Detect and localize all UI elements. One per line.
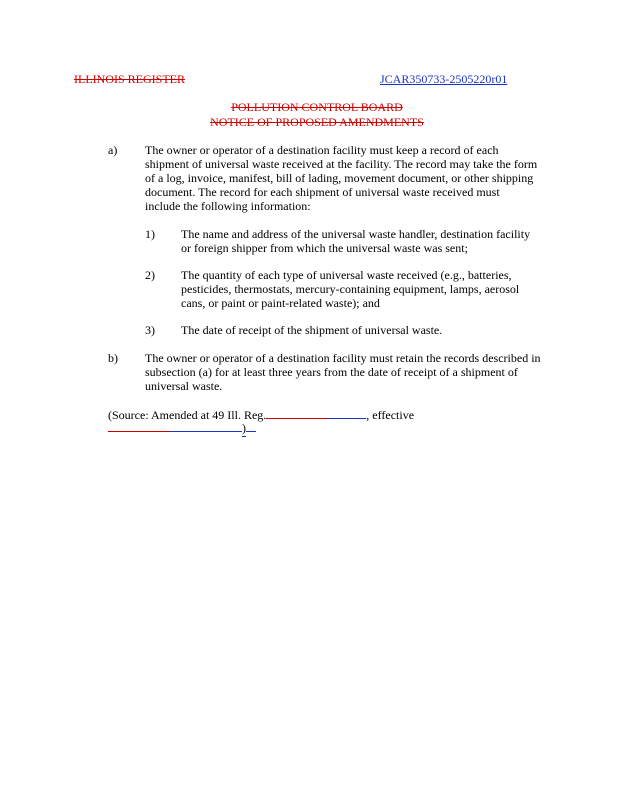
item-1-text	[181, 227, 530, 255]
text-line: cans, or paint or paint-related waste); and	[181, 296, 380, 310]
notice-title: NOTICE OF PROPOSED AMENDMENTS	[210, 115, 424, 129]
subsection-b-label: b)	[108, 351, 118, 365]
item-3-label: 3)	[145, 323, 155, 337]
register-header: ILLINOIS REGISTER	[74, 72, 185, 86]
text-line: The owner or operator of a destination facility must retain the records described in	[145, 351, 541, 365]
text-line: document. The record for each shipment of universal waste received must	[145, 185, 500, 199]
source-prefix: (Source: Amended at 49 Ill. Reg.	[108, 408, 267, 422]
subsection-b-text	[145, 351, 541, 393]
text-line: The quantity of each type of universal waste received (e.g., batteries,	[181, 268, 512, 282]
text-line: of a log, invoice, manifest, bill of lading, movement document, or other shipping	[145, 171, 534, 185]
subsection-a-text	[145, 143, 537, 213]
text-line: The owner or operator of a destination facility must keep a record of each	[145, 143, 499, 157]
effective-date-blank	[108, 420, 170, 432]
source-close: )	[242, 421, 246, 435]
jcar-code: JCAR350733-2505220r01	[380, 72, 508, 86]
text-line: shipment of universal waste received at the facility. The record may take the form	[145, 157, 538, 171]
source-note-line-2	[108, 420, 256, 437]
text-line: The name and address of the universal waste handler, destination facility	[181, 227, 531, 241]
source-effective: , effective	[366, 408, 415, 422]
trailing-blank	[246, 420, 256, 432]
text-line: The date of receipt of the shipment of universal waste.	[181, 323, 443, 337]
item-1-label: 1)	[145, 227, 155, 241]
text-line: or foreign shipper from which the universal waste was sent;	[181, 241, 468, 255]
effective-date-blank-added	[170, 420, 242, 432]
register-page-blank	[266, 407, 328, 419]
text-line: pesticides, thermostats, mercury-containing equipment, lamps, aerosol	[181, 282, 520, 296]
item-3-text	[181, 323, 442, 337]
text-line: universal waste.	[145, 379, 223, 393]
subsection-a-label: a)	[108, 143, 118, 157]
item-2-label: 2)	[145, 268, 155, 282]
item-2-text	[181, 268, 519, 310]
board-title: POLLUTION CONTROL BOARD	[231, 100, 403, 114]
register-page-blank-added	[328, 407, 366, 419]
text-line: subsection (a) for at least three years from the date of receipt of a shipment of	[145, 365, 518, 379]
text-line: include the following information:	[145, 199, 311, 213]
